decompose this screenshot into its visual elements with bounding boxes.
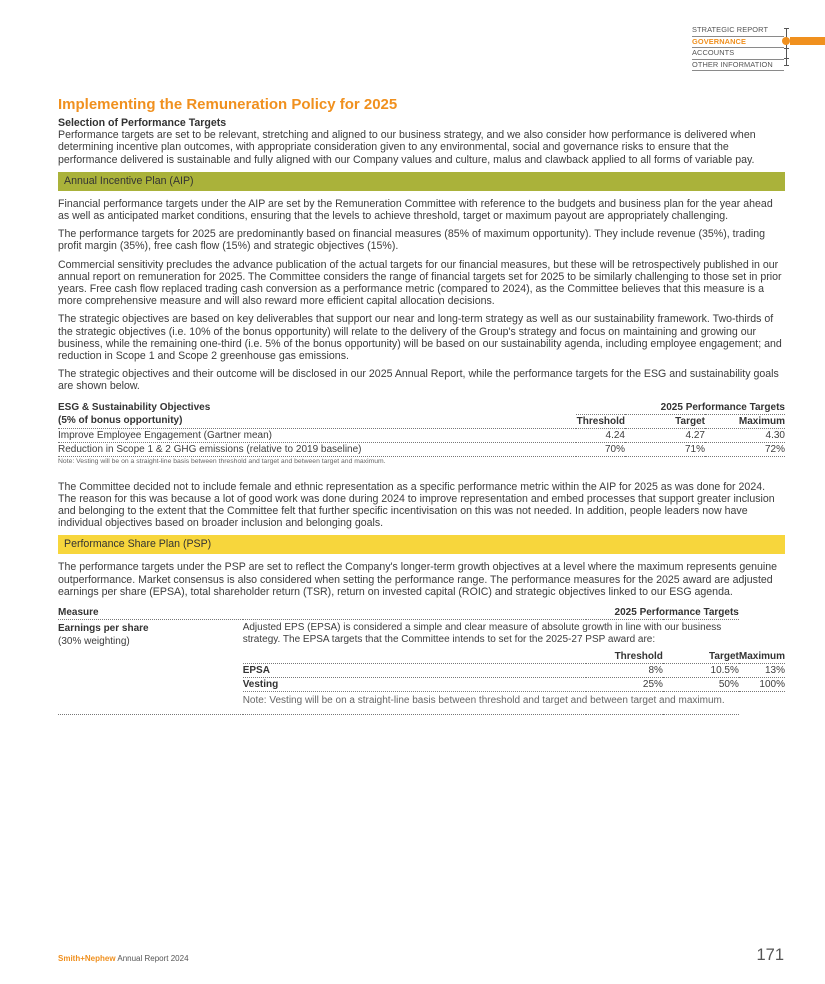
psp-col-targets: 2025 Performance Targets (243, 606, 739, 620)
psp-row-maximum: 13% (739, 663, 785, 677)
esg-row-target: 71% (625, 442, 705, 456)
esg-heading-line2: (5% of bonus opportunity) (58, 414, 576, 428)
aip-paragraph: Financial performance targets under the AIP are set by the Remuneration Committee with reference to the budgets and business plan for the year ahead as well as anticipated market conditions, ensuring that the levels to achieve threshold, target or maximum payout are appropriately challenging. (58, 197, 773, 223)
nav-tick (784, 58, 789, 59)
esg-group-header: 2025 Performance Targets (576, 401, 785, 415)
nav-active-bar (790, 37, 825, 45)
aip-paragraph: The strategic objectives and their outcome will be disclosed in our 2025 Annual Report, while the performance targets for the ESG and sustainability goals are shown below. (58, 368, 779, 393)
nav-active-marker (782, 37, 790, 45)
esg-col-threshold: Threshold (576, 415, 625, 427)
psp-col-threshold: Threshold (586, 650, 663, 664)
esg-row-threshold: 4.24 (576, 428, 625, 442)
nav-accounts[interactable]: ACCOUNTS (692, 48, 784, 60)
psp-table-note: Note: Vesting will be on a straight-line basis between threshold and target and between target and maximum. (243, 692, 739, 715)
aip-paragraph: The strategic objectives are based on key deliverables that support our near and long-term strategy as well as our sustainability framework. Two-thirds of the strategic objectives (i.e. 10% of the bonus opportunity) will relate to the delivery of the Group's strategy and focus on maintaining and growing our business, while the remaining one-third (i.e. 5% of the bonus opportunity) will be based on our sustainability agenda, including employee engagement; and reduction in Scope 1 and Scope 2 greenhouse gas emissions. (58, 313, 782, 363)
page-number: 171 (756, 946, 784, 964)
nav-tick (784, 65, 789, 66)
page-title: Implementing the Remuneration Policy for 2025 (58, 96, 398, 113)
esg-col-target: Target (625, 414, 705, 428)
aip-after-table: The Committee decided not to include female and ethnic representation as a specific performance metric within the AIP for 2025 as was done for 2024. The reason for this was because a lot of good work was done during 2024 to improve representation and embed processes that support greater inclusion and belonging to the extent that the Committee felt that further specific incentivisation on this was not needed. In addition, people leaders now have individual objectives based on broader inclusion and belonging goals. (58, 480, 775, 530)
esg-table-note: Note: Vesting will be on a straight-line basis between threshold and target and between target and maximum. (58, 457, 386, 465)
aip-paragraph: The performance targets for 2025 are predominantly based on financial measures (85% of maximum opportunity). They include revenue (35%), trading profit margin (35%), free cash flow (15%) and strategic objectives (15%). (58, 228, 766, 253)
psp-measure-description: Adjusted EPS (EPSA) is considered a simple and clear measure of absolute growth in line with our business strategy. The EPSA targets that the Committee intends to set for the 2025-27 PSP award are: (242, 622, 722, 646)
psp-targets-table (58, 606, 785, 715)
aip-paragraph: Commercial sensitivity precludes the advance publication of the actual targets for our financial measures, but these will be retrospectively published in our annual report on remuneration for 2025. The Committee considers the range of financial targets set for 2025 to be similarly challenging to those set in prior years. Free cash flow replaced trading cash conversion as a performance metric (compared to 2024), as the Committee believes that this measure is a more comprehensive measure and will also reward more efficient capital allocation decisions. (58, 258, 782, 308)
esg-row-maximum: 4.30 (705, 428, 785, 442)
section-nav (692, 25, 784, 71)
nav-strategic-report[interactable]: STRATEGIC REPORT (692, 25, 784, 37)
psp-row-label: EPSA (243, 663, 586, 677)
psp-measure-cell (58, 620, 243, 715)
esg-row-label: Improve Employee Engagement (Gartner mean) (58, 428, 576, 442)
footer-brand (58, 954, 189, 963)
brand-name: Smith+Nephew (58, 954, 116, 963)
psp-row-label: Vesting (243, 677, 586, 691)
esg-row-threshold: 70% (576, 442, 625, 456)
psp-row-target: 50% (663, 677, 739, 691)
main-content (58, 96, 785, 715)
psp-row-threshold: 8% (586, 663, 663, 677)
psp-measure-name: Earnings per share (58, 623, 149, 635)
psp-col-measure: Measure (58, 606, 243, 620)
table-row (58, 442, 785, 456)
psp-row-maximum: 100% (739, 677, 785, 691)
nav-governance[interactable]: GOVERNANCE (692, 37, 784, 49)
esg-row-label: Reduction in Scope 1 & 2 GHG emissions (relative to 2019 baseline) (58, 442, 576, 456)
psp-row-threshold: 25% (586, 677, 663, 691)
esg-heading-line1: ESG & Sustainability Objectives (58, 401, 211, 413)
psp-row-target: 10.5% (663, 663, 739, 677)
psp-body: The performance targets under the PSP are set to reflect the Company's longer-term growth objectives at a level where the maximum represents genuine outperformance. Market consensus is also considered when setting the performance range. The performance measures for the 2025 award are adjusted earnings per share (EPSA), total shareholder return (TSR), return on invested capital (ROIC) and strategic objectives linked to our ESG agenda. (58, 561, 778, 598)
report-name: Annual Report 2024 (117, 954, 189, 963)
nav-rail (786, 28, 787, 66)
psp-section-band: Performance Share Plan (PSP) (58, 535, 785, 554)
aip-section-band: Annual Incentive Plan (AIP) (58, 172, 785, 191)
selection-body: Performance targets are set to be relevant, stretching and aligned to our business strategy, and we also consider how performance is delivered when determining incentive plan outcomes, with appropriate consideration given to any environmental, social and governance risks to ensure that the performance delivered is sustainable and fully aligned with our Company values and culture, malus and clawback applied to all forms of variable pay. (58, 129, 756, 166)
psp-col-target: Target (663, 650, 739, 664)
esg-row-target: 4.27 (625, 428, 705, 442)
psp-measure-weight: (30% weighting) (58, 636, 130, 648)
table-row (58, 428, 785, 442)
esg-col-maximum: Maximum (705, 414, 785, 428)
nav-tick (784, 28, 789, 29)
nav-other-information[interactable]: OTHER INFORMATION (692, 60, 784, 72)
selection-heading: Selection of Performance Targets (58, 117, 227, 129)
esg-targets-table (58, 401, 785, 457)
esg-row-maximum: 72% (705, 442, 785, 456)
nav-tick (784, 48, 789, 49)
psp-col-maximum: Maximum (738, 650, 785, 662)
